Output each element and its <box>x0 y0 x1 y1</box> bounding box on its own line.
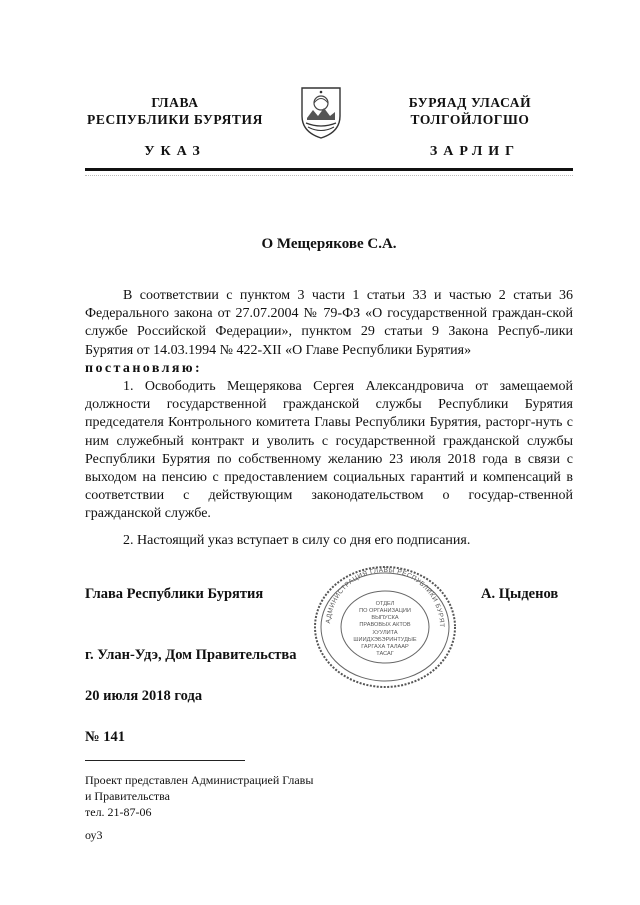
stamp-line: ВЫПУСКА <box>371 615 399 621</box>
header-dotted-line <box>85 175 573 180</box>
decree-title: О Мещерякове С.А. <box>261 236 397 252</box>
decree-item-2 <box>85 532 573 550</box>
stamp-line: ТАСАГ <box>376 651 394 657</box>
header-right-line2: ТОЛГОЙЛОГШО <box>410 112 530 127</box>
stamp-line: ГАРГАХА ТАЛААР <box>361 644 409 650</box>
preamble-text: В соответствии с пунктом 3 части 1 статьи 33 и частью 2 статьи 36 Федерального закона от 27.07.2004 № 79-ФЗ «О государственной граждан-ской службе Российской Федерации», пунктом 29 статьи 9 Закона Респуб-лики Бурятия от 14.03.1994 № 422-XII «О Главе Республики Бурятия» <box>85 288 573 358</box>
header-divider <box>85 168 573 171</box>
official-stamp <box>310 563 460 691</box>
signing-place: г. Улан-Удэ, Дом Правительства <box>85 647 297 663</box>
header-right-line1: БУРЯАД УЛАСАЙ <box>408 95 532 110</box>
stamp-ring-text: АДМИНИСТРАЦИЯ ГЛАВЫ РЕСПУБЛИКИ БУРЯТ <box>325 566 446 628</box>
decree-date: 20 июля 2018 года <box>85 688 203 704</box>
signatory-name: А. Цыденов <box>481 586 559 602</box>
stamp-line: ШИИДХЭБЭРИНТУДЫЕ <box>353 637 417 643</box>
stamp-line: ОТДЕЛ <box>375 601 395 607</box>
coat-of-arms-emblem <box>298 84 344 140</box>
decree-number: № 141 <box>85 729 125 745</box>
item-text: 2. Настоящий указ вступает в силу со дня его подписания. <box>123 533 471 548</box>
item-text: 1. Освободить Мещерякова Сергея Александровича от замещаемой должности государственной гражданской службы Республики Бурятия председателя Контрольного комитета Главы Республики Бурятия, расторг-нуть с ним служебный контракт и уволить с государственной гражданской службы Республики Бурятия по собственному желанию 23 июля 2018 года в связи с выходом на пенсию с предоставлением социальных гарантий и компенсаций в соответствии с действующим законодательством о государ-ственной гражданской службе. <box>85 379 573 522</box>
footer-code: оу3 <box>85 828 103 842</box>
signatory-position: Глава Республики Бурятия <box>85 586 264 602</box>
footer-phone: тел. 21-87-06 <box>85 805 152 819</box>
stamp-line: ПРАВОВЫХ АКТОВ <box>359 622 411 628</box>
header-left-line1: ГЛАВА <box>151 95 199 110</box>
footer-line2: и Правительства <box>85 789 170 803</box>
footer-line1: Проект представлен Администрацией Главы <box>85 773 314 787</box>
decree-item-1 <box>85 378 573 524</box>
stamp-line: ХУУЛИТА <box>372 630 398 636</box>
header-right-doc-type: ЗАРЛИГ <box>429 144 521 159</box>
preamble-block <box>85 287 573 378</box>
resolve-word: постановляю: <box>85 360 203 376</box>
footer-divider <box>85 760 245 761</box>
header-left-line2: РЕСПУБЛИКИ БУРЯТИЯ <box>87 112 263 127</box>
stamp-line: ПО ОРГАНИЗАЦИИ <box>359 608 411 614</box>
header-left-doc-type: УКАЗ <box>144 144 206 159</box>
